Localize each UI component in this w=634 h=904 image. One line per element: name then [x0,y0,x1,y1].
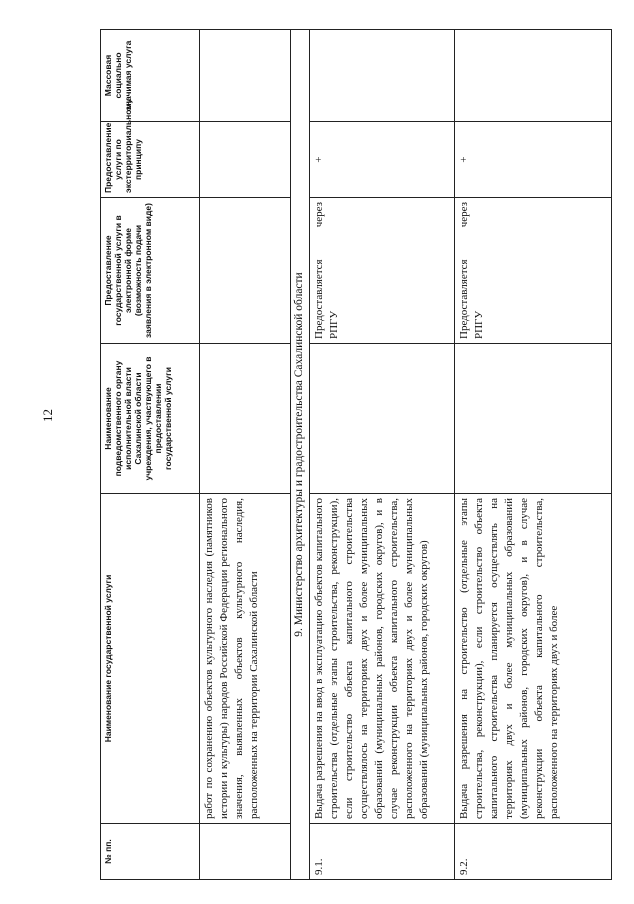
header-electronic: Предоставление государственной услуги в электронной форме (возможность подачи заявления в электронном виде) [101,198,200,344]
cell-electronic [200,198,291,344]
section-title: 9. Министерство архитектуры и градостроительства Сахалинской области [291,30,310,880]
page-number: 12 [40,409,55,422]
cell-num [200,824,291,880]
cell-extraterritorial [200,122,291,198]
cell-extraterritorial: + [455,122,612,198]
cell-service: Выдача разрешения на ввод в эксплуатацию объектов капитального строительства (отдельные этапы строительства, реконструкции), если строительство объекта капитального строительства осуществлялось на территориях двух и более муниципальных образований (муниципальных районов, городских округов), и в случае реконструкции объекта капитального строительства, расположенного на территориях двух и более муниципальных образований (муниципальных районов, городских округов) [310,494,455,824]
cell-num: 9.2. [455,824,612,880]
cell-agency [200,344,291,494]
header-extraterritorial: Предоставление услуги по экстерриториальному принципу [101,122,200,198]
cell-mass [455,30,612,122]
cell-mass [200,30,291,122]
header-mass: Массовая социально значимая услуга [101,30,200,122]
cell-extraterritorial: + [310,122,455,198]
cell-agency [455,344,612,494]
cell-num: 9.1. [310,824,455,880]
services-table-container [100,30,610,880]
header-row [101,30,200,880]
header-service: Наименование государственной услуги [101,494,200,824]
header-num: № пп. [101,824,200,880]
table-row [310,30,455,880]
section-row [291,30,310,880]
cell-electronic: Предоставляется через РПГУ [455,198,612,344]
cell-agency [310,344,455,494]
cell-service: работ по сохранению объектов культурного наследия (памятников истории и культуры) народов Российской Федерации регионального значения, выявленных объектов культурного наследия, расположенных на территории Сахалинской области [200,494,291,824]
cell-mass [310,30,455,122]
table-row [455,30,612,880]
cell-service: Выдача разрешения на строительство (отдельные этапы строительства, реконструкции), если строительство объекта капитального строительства планируется осуществлять на территориях двух и более муниципальных образований (муниципальных районов, городских округов), и в случае реконструкции объекта капитального строительства, расположенного на территориях двух и более [455,494,612,824]
cell-electronic: Предоставляется через РПГУ [310,198,455,344]
header-agency: Наименование подведомственного органу исполнительной власти Сахалинской области учреждения, участвующего в предоставлении государственной услуги [101,344,200,494]
services-table [100,29,612,880]
continuation-row [200,30,291,880]
